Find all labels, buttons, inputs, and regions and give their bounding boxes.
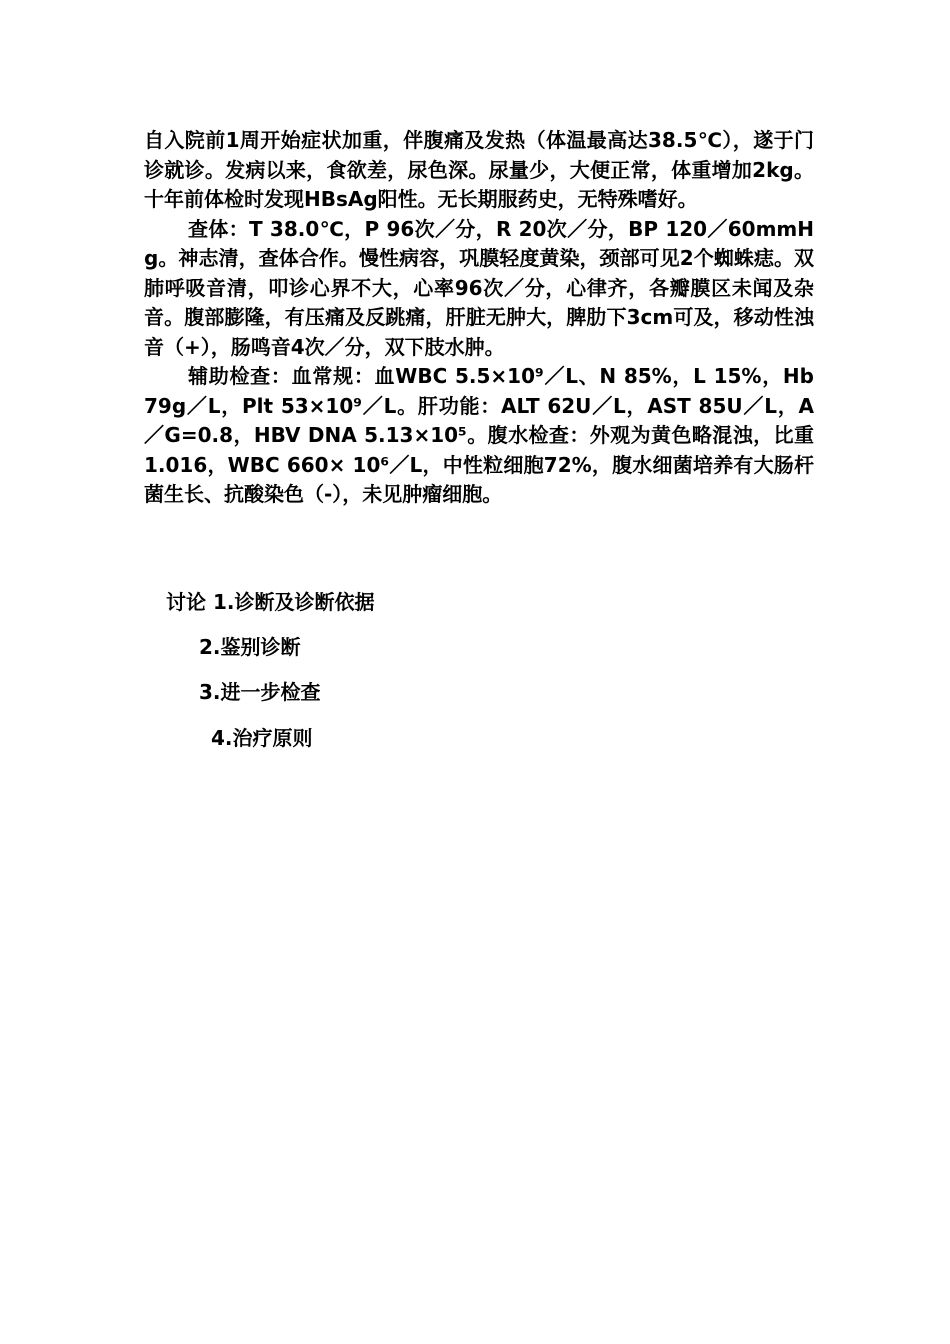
case-text <box>144 126 814 510</box>
discussion-item-diagnosis: 讨论 1.诊断及诊断依据 <box>166 590 375 614</box>
labs-paragraph: 辅助检查：血常规：血WBC 5.5×10⁹／L、N 85%，L 15%，Hb 79g／L，Plt 53×10⁹／L。肝功能：ALT 62U／L，AST 85U／L，A／G=0.8，HBV DNA 5.13×10⁵。腹水检查：外观为黄色略混浊，比重1.016，WBC 660× 10⁶／L，中性粒细胞72%，腹水细菌培养有大肠杆菌生长、抗酸染色（-），未见肿瘤细胞。 <box>144 364 814 506</box>
discussion-item-treatment: 4.治疗原则 <box>211 726 313 750</box>
exam-paragraph: 查体：T 38.0℃，P 96次／分，R 20次／分，BP 120／60mmHg。神志清，查体合作。慢性病容，巩膜轻度黄染，颈部可见2个蜘蛛痣。双肺呼吸音清，叩诊心界不大，心率96次／分，心律齐，各瓣膜区未闻及杂音。腹部膨隆，有压痛及反跳痛，肝脏无肿大，脾肋下3cm可及，移动性浊音（+），肠鸣音4次／分，双下肢水肿。 <box>144 216 814 359</box>
discussion-item-differential: 2.鉴别诊断 <box>199 635 301 659</box>
history-paragraph: 自入院前1周开始症状加重，伴腹痛及发热（体温最高达38.5℃），遂于门诊就诊。发病以来，食欲差，尿色深。尿量少，大便正常，体重增加2kg。十年前体检时发现HBsAg阳性。无长期服药史，无特殊嗜好。 <box>144 128 814 211</box>
discussion-item-further-exam: 3.进一步检查 <box>199 680 321 704</box>
